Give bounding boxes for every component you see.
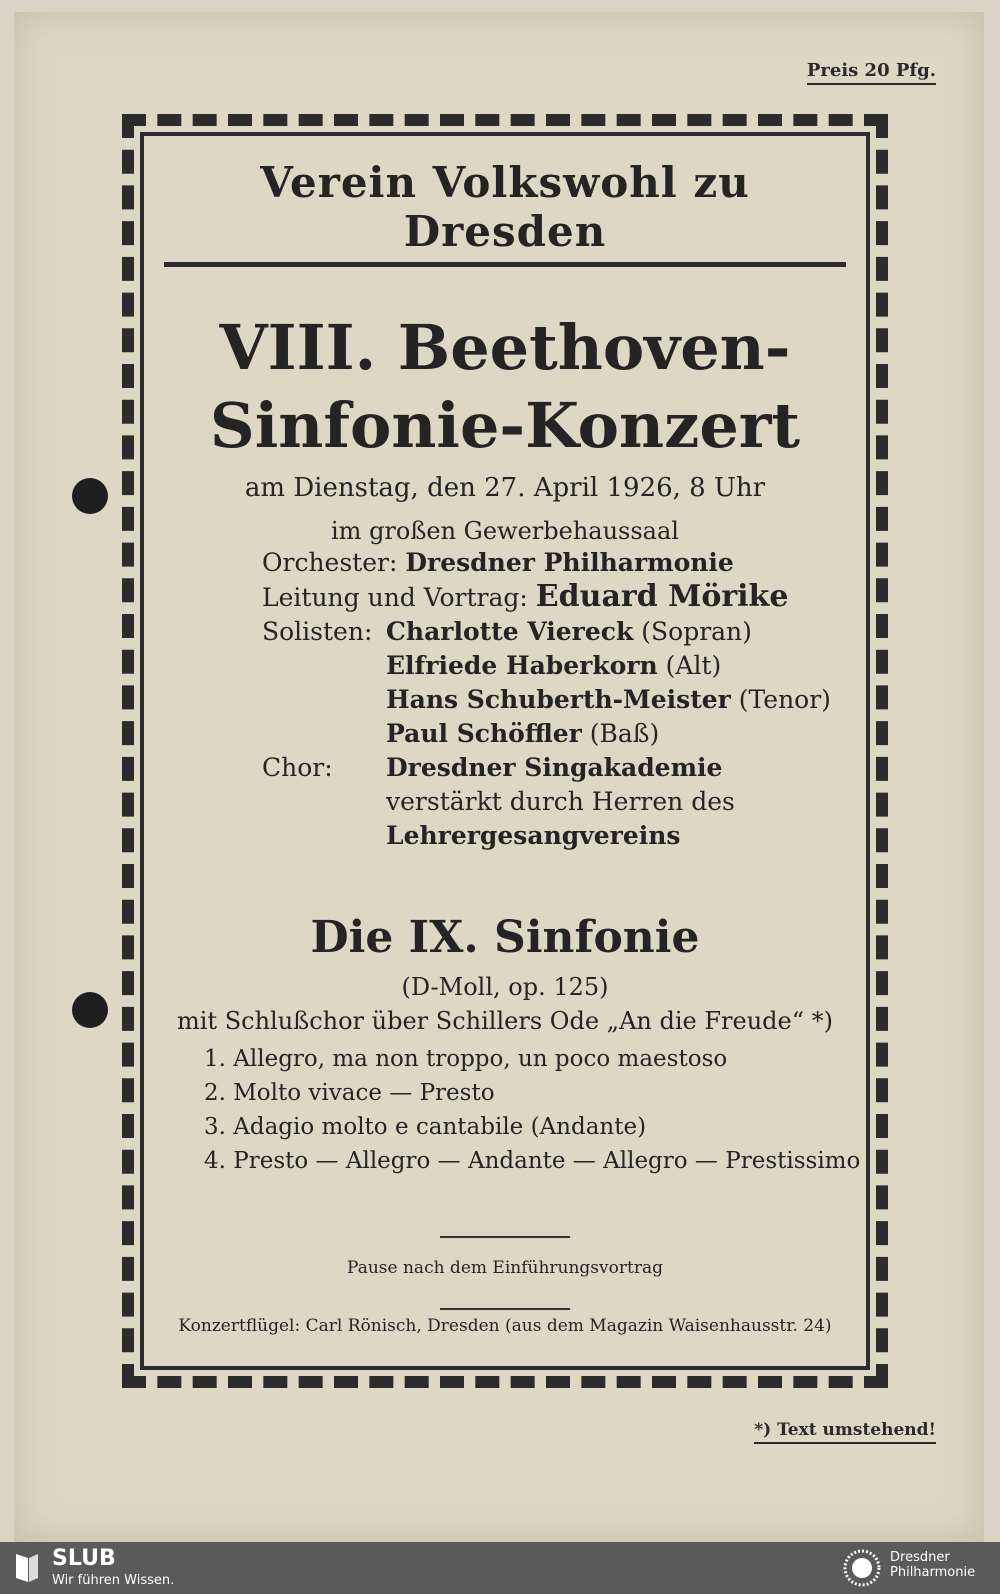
list-item: 4. Presto — Allegro — Andante — Allegro — Prestissimo: [204, 1148, 861, 1174]
choir-detail: verstärkt durch Herren des: [386, 787, 735, 816]
organizer-header: Verein Volkswohl zu Dresden: [164, 158, 846, 267]
slub-tagline: Wir führen Wissen.: [52, 1573, 175, 1588]
concert-venue: im großen Gewerbehaussaal: [331, 517, 679, 545]
concert-title-line1: VIII. Beethoven-: [219, 311, 791, 384]
slub-name: SLUB: [52, 1546, 116, 1571]
work-title: Die IX. Sinfonie: [310, 912, 700, 963]
document-page: [14, 12, 984, 1542]
list-item: 1. Allegro, ma non troppo, un poco maestoso: [204, 1046, 728, 1072]
soloist-name: Charlotte Viereck: [386, 617, 634, 646]
soloist-role: (Alt): [665, 651, 722, 680]
piano-credit: Konzertflügel: Carl Rönisch, Dresden (aus dem Magazin Waisenhausstr. 24): [178, 1316, 832, 1336]
choir-name: Dresdner Singakademie: [386, 753, 723, 782]
concert-title-line2: Sinfonie-Konzert: [209, 389, 801, 462]
divider: [440, 1308, 570, 1310]
book-icon: [14, 1550, 40, 1584]
partner-line1: Dresdner: [890, 1550, 950, 1565]
soloist-row: [262, 615, 831, 649]
program-frame: [140, 132, 870, 1370]
soloist-name: Hans Schuberth-Meister: [386, 685, 731, 714]
movement-list: [204, 1042, 860, 1178]
divider: [440, 1236, 570, 1238]
conductor-line: [262, 580, 831, 615]
price-label: Preis 20 Pfg.: [807, 60, 936, 85]
punch-hole: [72, 478, 108, 514]
soloist-role: (Sopran): [641, 617, 752, 646]
orchestra-name: Dresdner Philharmonie: [405, 548, 734, 577]
soloist-role: (Tenor): [738, 685, 831, 714]
choir-detail: Lehrergesangvereins: [386, 821, 681, 850]
work-key: (D-Moll, op. 125): [401, 973, 609, 1001]
soloist-name: Elfriede Haberkorn: [386, 651, 658, 680]
soloist-name: Paul Schöffler: [386, 719, 582, 748]
sunburst-logo-icon: [842, 1548, 882, 1588]
punch-hole: [72, 992, 108, 1028]
conductor-name: Eduard Mörike: [535, 579, 789, 614]
soloists-label: Solisten:: [262, 617, 373, 646]
work-note: mit Schlußchor über Schillers Ode „An die Freude“ *): [177, 1007, 833, 1035]
pause-block: [144, 1236, 866, 1310]
orchestra-line: [262, 546, 831, 580]
footer-bar: [0, 1542, 1000, 1594]
choir-row: [262, 785, 831, 819]
work-block: [144, 912, 866, 1035]
choir-row: [262, 819, 831, 853]
concert-date: am Dienstag, den 27. April 1926, 8 Uhr: [244, 473, 766, 503]
list-item: 3. Adagio molto e cantabile (Andante): [204, 1114, 647, 1140]
performer-credits: [262, 546, 831, 853]
soloist-row: [262, 717, 831, 751]
soloist-role: (Baß): [589, 719, 660, 748]
list-item: 2. Molto vivace — Presto: [204, 1080, 495, 1106]
orchestra-label: Orchester:: [262, 548, 398, 577]
choir-row: [262, 751, 831, 785]
pause-note: Pause nach dem Einführungsvortrag: [347, 1258, 663, 1278]
concert-title: [144, 309, 866, 465]
conductor-label: Leitung und Vortrag:: [262, 583, 528, 612]
choir-label: Chor:: [262, 753, 333, 782]
partner-line2: Philharmonie: [890, 1565, 976, 1580]
footnote: *) Text umstehend!: [754, 1420, 936, 1444]
soloist-row: [262, 649, 831, 683]
partner-name: [890, 1550, 975, 1580]
soloist-row: [262, 683, 831, 717]
